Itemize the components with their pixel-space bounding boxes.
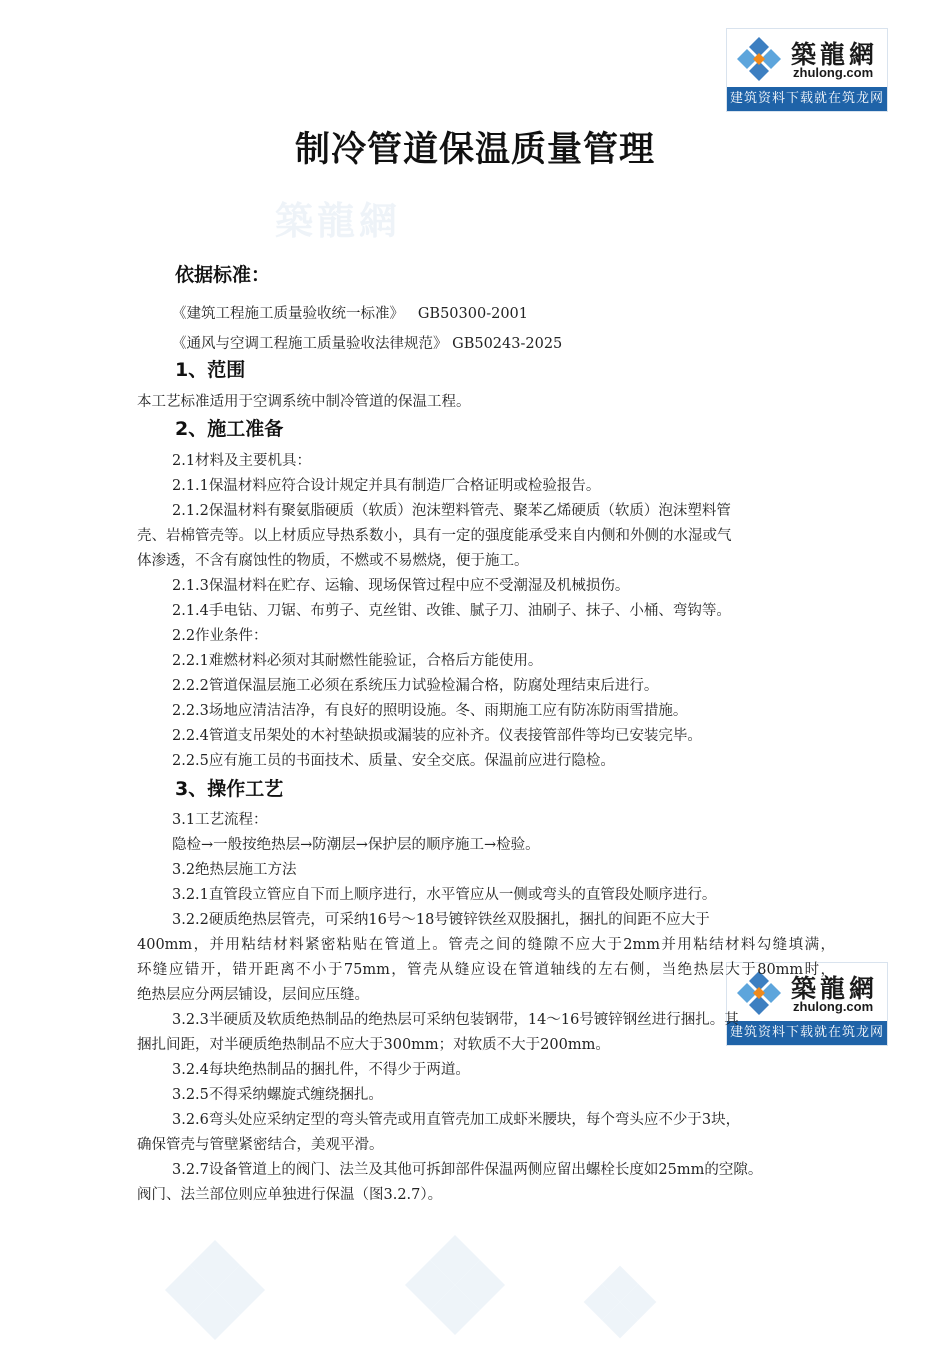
body-line: 壳、岩棉管壳等。以上材质应导热系数小，具有一定的强度能承受来自内侧和外侧的水湿或气 bbox=[137, 528, 732, 544]
body-line: 2.2作业条件： bbox=[172, 628, 268, 644]
body-line: 体渗透，不含有腐蚀性的物质，不燃或不易燃烧，便于施工。 bbox=[137, 553, 529, 569]
body-line: 确保管壳与管壁紧密结合，美观平滑。 bbox=[137, 1137, 384, 1153]
document-title: 制冷管道保温质量管理 bbox=[294, 130, 655, 170]
body-line: 3.2.7设备管道上的阀门、法兰及其他可拆卸部件保温两侧应留出螺栓长度如25mm的空隙。 bbox=[172, 1162, 763, 1178]
body-line: 2.1.4手电钻、刀锯、布剪子、克丝钳、改锥、腻子刀、油刷子、抹子、小桶、弯钩等。 bbox=[172, 603, 731, 619]
body-line: 3.2.2硬质绝热层管壳，可采纳16号～18号镀锌铁丝双股捆扎，捆扎的间距不应大于 bbox=[172, 912, 710, 928]
logo-slogan: 建筑资料下载就在筑龙网 bbox=[727, 1021, 887, 1045]
watermark-snowflake-icon bbox=[160, 1235, 270, 1345]
body-line: 2.2.2管道保温层施工必须在系统压力试验检漏合格，防腐处理结束后进行。 bbox=[172, 678, 659, 694]
body-line: 2.2.4管道支吊架处的木衬垫缺损或漏装的应补齐。仪表接管部件等均已安装完毕。 bbox=[172, 728, 702, 744]
body-line: 本工艺标准适用于空调系统中制冷管道的保温工程。 bbox=[137, 394, 471, 410]
body-line: 3.2.6弯头处应采纳定型的弯头管壳或用直管壳加工成虾米腰块，每个弯头应不少于3块， bbox=[172, 1112, 741, 1128]
body-line: 3.1工艺流程： bbox=[172, 812, 268, 828]
logo-brand-text: 築龍網 bbox=[791, 40, 879, 69]
body-line: 捆扎间距，对半硬质绝热制品不应大于300mm；对软质不大于200mm。 bbox=[137, 1037, 610, 1053]
body-line: 3.2.3半硬质及软质绝热制品的绝热层可采纳包装钢带，14～16号镀锌钢丝进行捆扎。其 bbox=[172, 1012, 739, 1028]
standard-line: 《通风与空调工程施工质量验收法律规范》 GB50243-2025 bbox=[172, 336, 563, 352]
body-line: 400mm，并用粘结材料紧密粘贴在管道上。管壳之间的缝隙不应大于2mm并用粘结材料勾缝填满， bbox=[137, 937, 835, 953]
body-line: 绝热层应分两层铺设，层间应压缝。 bbox=[137, 987, 369, 1003]
logo-domain-text: zhulong.com bbox=[793, 999, 874, 1014]
body-line: 3.2.5不得采纳螺旋式缠绕捆扎。 bbox=[172, 1087, 383, 1103]
body-line: 3.2.4每块绝热制品的捆扎件，不得少于两道。 bbox=[172, 1062, 470, 1078]
body-line: 2.2.5应有施工员的书面技术、质量、安全交底。保温前应进行隐检。 bbox=[172, 753, 615, 769]
body-line: 2.1.2保温材料有聚氨脂硬质（软质）泡沫塑料管壳、聚苯乙烯硬质（软质）泡沫塑料管 bbox=[172, 503, 731, 519]
section-heading-preparation: 2、施工准备 bbox=[175, 418, 284, 440]
body-line: 环缝应错开，错开距离不小于75mm，管壳从缝应设在管道轴线的左右侧，当绝热层大于80mm时， bbox=[137, 962, 835, 978]
logo-domain-text: zhulong.com bbox=[793, 65, 874, 80]
body-line: 3.2.1直管段立管应自下而上顺序进行，水平管应从一侧或弯头的直管段处顺序进行。 bbox=[172, 887, 717, 903]
standard-line: 《建筑工程施工质量验收统一标准》 GB50300-2001 bbox=[172, 306, 528, 322]
section-heading-scope: 1、范围 bbox=[175, 359, 246, 381]
logo-slogan: 建筑资料下载就在筑龙网 bbox=[727, 87, 887, 111]
body-line: 隐检→一般按绝热层→防潮层→保护层的顺序施工→检验。 bbox=[172, 837, 540, 853]
watermark-snowflake-icon bbox=[580, 1262, 660, 1342]
logo-brand-text: 築龍網 bbox=[791, 974, 879, 1003]
body-line: 2.2.1难燃材料必须对其耐燃性能验证，合格后方能使用。 bbox=[172, 653, 543, 669]
body-line: 2.1.1保温材料应符合设计规定并具有制造厂合格证明或检验报告。 bbox=[172, 478, 601, 494]
zhulong-logo-top bbox=[726, 28, 888, 112]
zhulong-logo-icon bbox=[731, 35, 787, 83]
body-line: 2.2.3场地应清洁洁净，有良好的照明设施。冬、雨期施工应有防冻防雨雪措施。 bbox=[172, 703, 688, 719]
section-heading-process: 3、操作工艺 bbox=[175, 778, 284, 800]
watermark-snowflake-icon bbox=[400, 1230, 510, 1340]
body-line: 2.1材料及主要机具： bbox=[172, 453, 312, 469]
body-line: 2.1.3保温材料在贮存、运输、现场保管过程中应不受潮湿及机械损伤。 bbox=[172, 578, 630, 594]
watermark-text: 築龍網 bbox=[275, 199, 402, 243]
basis-heading: 依据标准： bbox=[175, 264, 271, 286]
body-line: 3.2绝热层施工方法 bbox=[172, 862, 297, 878]
body-line: 阀门、法兰部位则应单独进行保温（图3.2.7）。 bbox=[137, 1187, 443, 1203]
